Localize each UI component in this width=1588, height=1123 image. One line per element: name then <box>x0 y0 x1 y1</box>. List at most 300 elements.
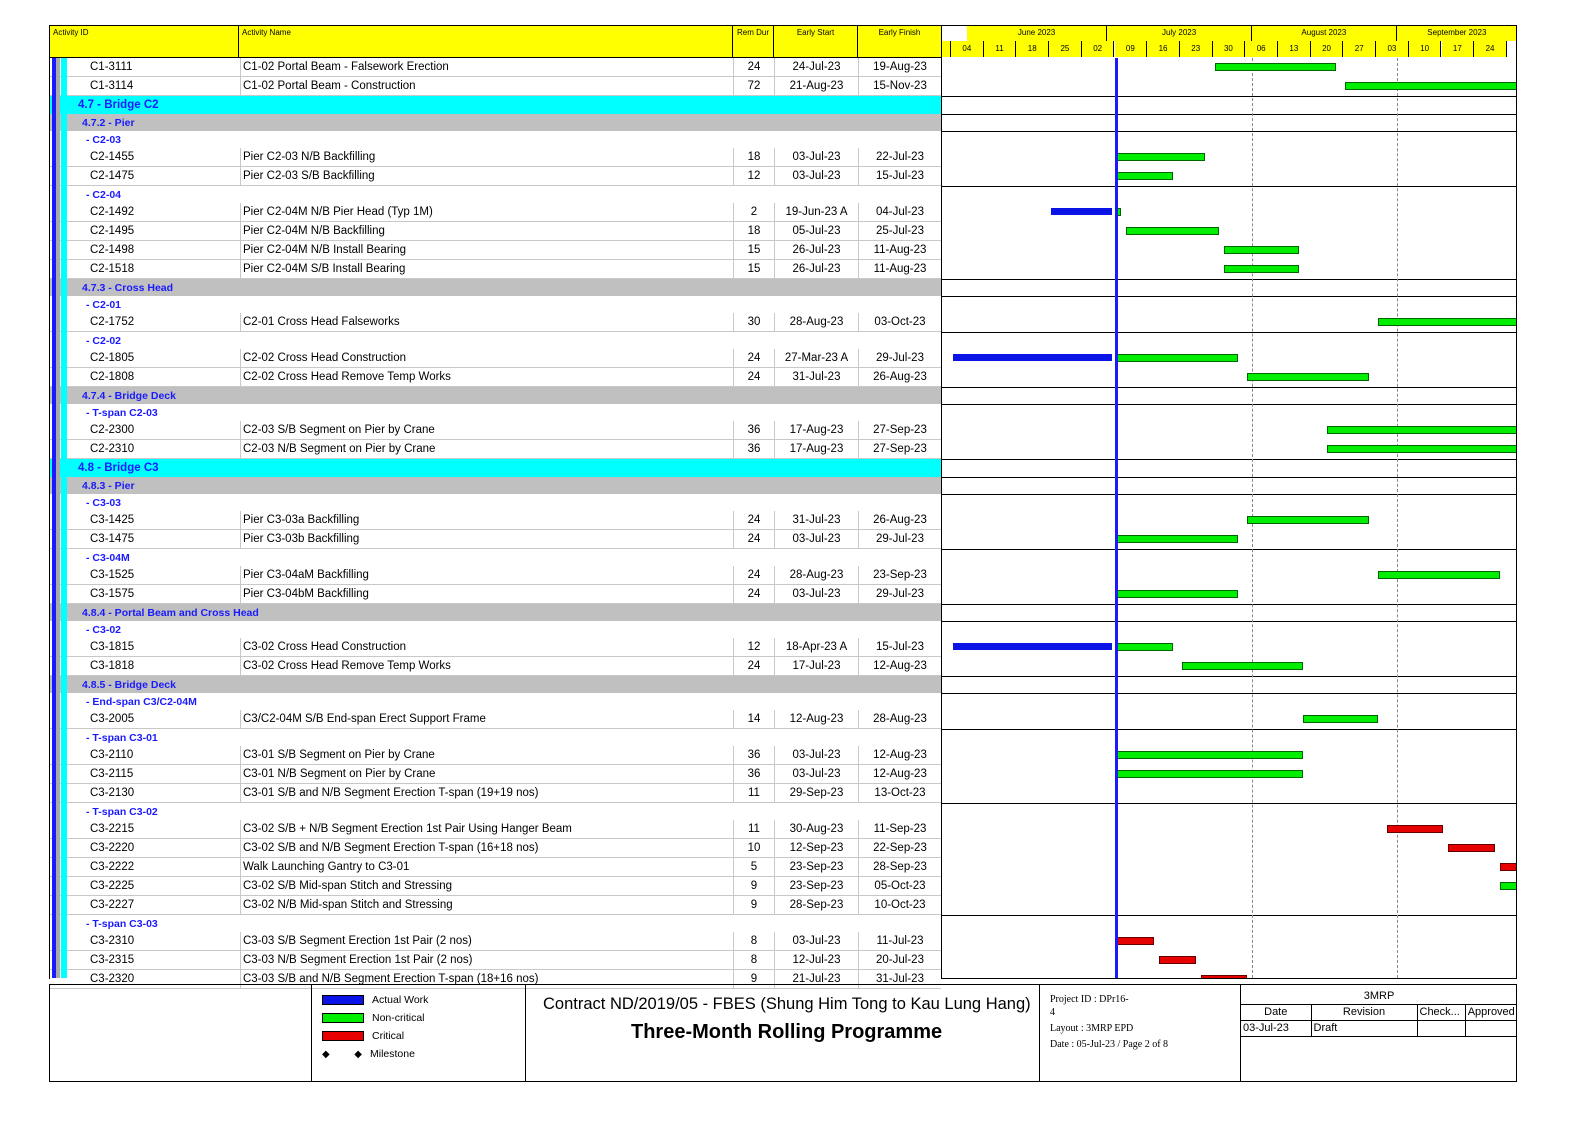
rem-dur: 14 <box>733 710 774 728</box>
wbs-level1-row[interactable] <box>50 96 941 114</box>
early-start: 24-Jul-23 <box>774 58 858 76</box>
activity-id: C3-2220 <box>90 842 135 854</box>
activity-id: C3-2315 <box>90 954 135 966</box>
gantt-group-line <box>942 114 1516 115</box>
col-header-early-start[interactable]: Early Start <box>774 26 858 57</box>
table-row[interactable] <box>50 951 941 970</box>
early-finish: 12-Aug-23 <box>858 657 941 675</box>
table-row[interactable] <box>50 710 941 729</box>
gantt-group-line <box>942 459 1516 460</box>
rem-dur: 9 <box>733 877 774 895</box>
legend-milestone-label: Milestone <box>370 1048 415 1060</box>
activity-id: C3-2215 <box>90 823 135 835</box>
noncritical-bar[interactable] <box>1345 82 1517 90</box>
activity-id: C3-2110 <box>90 749 134 761</box>
early-finish: 11-Jul-23 <box>858 932 941 950</box>
wbs-level3-row[interactable] <box>50 332 941 349</box>
rem-dur: 36 <box>733 421 774 439</box>
early-finish: 29-Jul-23 <box>858 530 941 548</box>
rem-dur: 72 <box>733 77 774 95</box>
activity-id: C3-1475 <box>90 533 135 545</box>
actual-work-bar[interactable] <box>1051 208 1112 215</box>
activity-id: C2-1805 <box>90 352 135 364</box>
critical-bar[interactable] <box>1500 863 1517 871</box>
early-finish: 12-Aug-23 <box>858 765 941 783</box>
activity-name: Pier C2-04M N/B Backfilling <box>240 222 734 240</box>
activity-name: C3-03 N/B Segment Erection 1st Pair (2 nos) <box>240 951 734 969</box>
title-block <box>49 984 1517 1082</box>
diamond-icon: ◆ ◆ <box>322 1048 362 1060</box>
gantt-group-line <box>942 131 1516 132</box>
week-label: 03 <box>1376 41 1409 57</box>
table-row[interactable] <box>50 511 941 530</box>
early-finish: 11-Sep-23 <box>858 820 941 838</box>
noncritical-bar[interactable] <box>1247 373 1368 381</box>
early-finish: 15-Nov-23 <box>858 77 941 95</box>
table-row[interactable] <box>50 585 941 604</box>
activity-id: C3-1575 <box>90 588 135 600</box>
early-finish: 05-Oct-23 <box>858 877 941 895</box>
gantt-chart <box>941 25 1517 979</box>
activity-name: C3-01 N/B Segment on Pier by Crane <box>240 765 734 783</box>
wbs-label: - T-span C2-03 <box>86 406 158 419</box>
table-row[interactable] <box>50 222 941 241</box>
week-label: 11 <box>984 41 1017 57</box>
wbs-level3-row[interactable] <box>50 404 941 421</box>
month-label: July 2023 <box>1107 26 1252 41</box>
noncritical-bar[interactable] <box>1247 516 1368 524</box>
noncritical-bar[interactable] <box>1224 265 1299 273</box>
early-start: 12-Jul-23 <box>774 951 858 969</box>
wbs-level3-row[interactable] <box>50 494 941 511</box>
early-finish: 11-Aug-23 <box>858 241 941 259</box>
early-finish: 27-Sep-23 <box>858 440 941 458</box>
week-label: 30 <box>1213 41 1246 57</box>
activity-name: C3/C2-04M S/B End-span Erect Support Frame <box>240 710 734 728</box>
early-finish: 31-Jul-23 <box>858 970 941 988</box>
rem-dur: 24 <box>733 58 774 76</box>
early-finish: 12-Aug-23 <box>858 746 941 764</box>
table-row[interactable] <box>50 440 941 459</box>
wbs-label: 4.8.5 - Bridge Deck <box>82 678 176 691</box>
table-row[interactable] <box>50 530 941 549</box>
rem-dur: 12 <box>733 167 774 185</box>
early-start: 29-Sep-23 <box>774 784 858 802</box>
rev-header-date: Date <box>1241 1004 1311 1020</box>
wbs-level3-row[interactable] <box>50 803 941 820</box>
rem-dur: 18 <box>733 222 774 240</box>
early-start: 18-Apr-23 A <box>774 638 858 656</box>
early-finish: 15-Jul-23 <box>858 167 941 185</box>
noncritical-bar[interactable] <box>1117 590 1238 598</box>
wbs-label: - C2-03 <box>86 133 122 146</box>
activity-name: Pier C2-03 S/B Backfilling <box>240 167 734 185</box>
rem-dur: 15 <box>733 260 774 278</box>
noncritical-bar[interactable] <box>1327 445 1517 453</box>
wbs-level2-row[interactable] <box>50 114 941 131</box>
week-label: 16 <box>1147 41 1180 57</box>
wbs-level3-row[interactable] <box>50 729 941 746</box>
activity-id: C2-2310 <box>90 443 135 455</box>
week-label: 17 <box>1442 41 1475 57</box>
activity-id: C2-1518 <box>90 263 135 275</box>
activity-name: C3-02 S/B and N/B Segment Erection T-span (16+18 nos) <box>240 839 734 857</box>
early-finish: 22-Sep-23 <box>858 839 941 857</box>
col-header-early-finish[interactable]: Early Finish <box>878 28 921 37</box>
activity-name: C1-02 Portal Beam - Falsework Erection <box>240 58 734 76</box>
gantt-group-line <box>942 387 1516 388</box>
noncritical-bar[interactable] <box>1117 770 1304 778</box>
early-start: 23-Sep-23 <box>774 877 858 895</box>
early-start: 19-Jun-23 A <box>774 203 858 221</box>
early-finish: 20-Jul-23 <box>858 951 941 969</box>
actual-work-bar[interactable] <box>953 354 1112 361</box>
title-block-blank <box>50 985 312 1081</box>
gantt-group-line <box>942 296 1516 297</box>
wbs-label: 4.8.3 - Pier <box>82 479 135 492</box>
gantt-group-line <box>942 693 1516 694</box>
early-start: 17-Aug-23 <box>774 440 858 458</box>
table-row[interactable] <box>50 566 941 585</box>
gantt-group-line <box>942 729 1516 730</box>
early-start: 12-Sep-23 <box>774 839 858 857</box>
activity-name: C2-02 Cross Head Remove Temp Works <box>240 368 734 386</box>
rem-dur: 18 <box>733 148 774 166</box>
activity-name: C2-02 Cross Head Construction <box>240 349 734 367</box>
table-row[interactable] <box>50 167 941 186</box>
activity-id: C2-1492 <box>90 206 135 218</box>
gantt-group-line <box>942 676 1516 677</box>
wbs-level3-row[interactable] <box>50 693 941 710</box>
activity-name: C3-02 Cross Head Remove Temp Works <box>240 657 734 675</box>
activity-name: C3-02 Cross Head Construction <box>240 638 734 656</box>
early-start: 03-Jul-23 <box>774 765 858 783</box>
table-row[interactable] <box>50 657 941 676</box>
wbs-label: - C3-02 <box>86 623 122 636</box>
activity-table <box>49 25 942 985</box>
activity-id: C1-3114 <box>90 80 134 92</box>
contract-title: Contract ND/2019/05 - FBES (Shung Him Tong to Kau Lung Hang) <box>543 995 1031 1013</box>
early-start: 23-Sep-23 <box>774 858 858 876</box>
table-row[interactable] <box>50 58 941 77</box>
noncritical-bar[interactable] <box>1182 662 1303 670</box>
gantt-group-line <box>942 477 1516 478</box>
col-header-activity-id[interactable]: Activity ID <box>50 26 239 57</box>
week-label: 25 <box>1049 41 1082 57</box>
rev-revision: Draft <box>1311 1020 1417 1036</box>
rem-dur: 36 <box>733 746 774 764</box>
wbs-label: - C3-03 <box>86 496 122 509</box>
early-finish: 27-Sep-23 <box>858 421 941 439</box>
activity-name: C1-02 Portal Beam - Construction <box>240 77 734 95</box>
activity-id: C3-2310 <box>90 935 135 947</box>
table-row[interactable] <box>50 896 941 915</box>
critical-bar[interactable] <box>1159 956 1196 964</box>
legend-critical-label: Critical <box>372 1030 405 1042</box>
rem-dur: 9 <box>733 970 774 988</box>
rem-dur: 5 <box>733 858 774 876</box>
activity-id: C3-2130 <box>90 787 135 799</box>
wbs-level3-row[interactable] <box>50 296 941 313</box>
month-gridline <box>1397 58 1398 978</box>
wbs-band-level2 <box>56 58 60 978</box>
early-finish: 04-Jul-23 <box>858 203 941 221</box>
early-start: 28-Aug-23 <box>774 313 858 331</box>
week-label: 02 <box>1082 41 1115 57</box>
activity-name: C3-02 S/B Mid-span Stitch and Stressing <box>240 877 734 895</box>
early-start: 05-Jul-23 <box>774 222 858 240</box>
activity-id: C1-3111 <box>90 61 133 73</box>
week-label: 18 <box>1016 41 1049 57</box>
activity-name: Pier C2-04M N/B Pier Head (Typ 1M) <box>240 203 734 221</box>
legend-actual-label: Actual Work <box>372 994 429 1006</box>
activity-id: C2-1455 <box>90 151 135 163</box>
rev-header-revision: Revision <box>1311 1004 1417 1020</box>
table-row[interactable] <box>50 746 941 765</box>
title-section <box>526 985 1040 1081</box>
noncritical-bar[interactable] <box>1117 172 1173 180</box>
noncritical-bar[interactable] <box>1500 882 1517 890</box>
early-finish: 15-Jul-23 <box>858 638 941 656</box>
wbs-label: - C2-01 <box>86 298 122 311</box>
gantt-group-line <box>942 494 1516 495</box>
activity-name: Pier C2-04M S/B Install Bearing <box>240 260 734 278</box>
early-start: 26-Jul-23 <box>774 260 858 278</box>
col-header-rem-dur[interactable]: Rem Dur <box>733 26 774 57</box>
gantt-group-line <box>942 604 1516 605</box>
early-finish: 28-Aug-23 <box>858 710 941 728</box>
noncritical-bar[interactable] <box>1303 715 1378 723</box>
activity-id: C2-1495 <box>90 225 135 237</box>
early-finish: 26-Aug-23 <box>858 368 941 386</box>
month-label: June 2023 <box>967 26 1107 41</box>
activity-id: C3-1815 <box>90 641 135 653</box>
activity-name: Pier C2-04M N/B Install Bearing <box>240 241 734 259</box>
week-label: 27 <box>1343 41 1376 57</box>
activity-name: Pier C3-04aM Backfilling <box>240 566 734 584</box>
early-start: 21-Aug-23 <box>774 77 858 95</box>
early-start: 03-Jul-23 <box>774 932 858 950</box>
noncritical-bar[interactable] <box>1117 643 1173 651</box>
rem-dur: 36 <box>733 765 774 783</box>
early-start: 03-Jul-23 <box>774 167 858 185</box>
wbs-label: 4.7 - Bridge C2 <box>78 99 159 111</box>
activity-name: Pier C3-03b Backfilling <box>240 530 734 548</box>
wbs-level2-row[interactable] <box>50 279 941 296</box>
early-start: 28-Aug-23 <box>774 566 858 584</box>
gantt-group-line <box>942 404 1516 405</box>
revision-table-title: 3MRP <box>1241 988 1517 1004</box>
table-row[interactable] <box>50 421 941 440</box>
legend-noncritical <box>322 1012 425 1024</box>
table-row[interactable] <box>50 932 941 951</box>
wbs-label: - End-span C3/C2-04M <box>86 695 197 708</box>
table-row[interactable] <box>50 858 941 877</box>
gantt-group-line <box>942 332 1516 333</box>
noncritical-bar[interactable] <box>1117 535 1238 543</box>
week-label: 10 <box>1409 41 1442 57</box>
rem-dur: 24 <box>733 530 774 548</box>
rem-dur: 12 <box>733 638 774 656</box>
legend-critical <box>322 1030 404 1042</box>
activity-id: C2-2300 <box>90 424 135 436</box>
gantt-group-line <box>942 186 1516 187</box>
table-row[interactable] <box>50 77 941 96</box>
legend-actual-swatch <box>322 995 364 1005</box>
actual-work-bar[interactable] <box>953 643 1112 650</box>
table-header <box>50 26 941 58</box>
week-label: 13 <box>1278 41 1311 57</box>
activity-id: C3-2227 <box>90 899 135 911</box>
activity-name: C3-02 S/B + N/B Segment Erection 1st Pair Using Hanger Beam <box>240 820 734 838</box>
legend-noncritical-swatch <box>322 1013 364 1023</box>
wbs-label: 4.7.2 - Pier <box>82 116 135 129</box>
activity-name: Pier C3-03a Backfilling <box>240 511 734 529</box>
activity-id: C3-1818 <box>90 660 135 672</box>
early-finish: 22-Jul-23 <box>858 148 941 166</box>
week-spacer <box>942 41 951 57</box>
noncritical-bar[interactable] <box>1126 227 1219 235</box>
rem-dur: 11 <box>733 784 774 802</box>
wbs-level3-row[interactable] <box>50 549 941 566</box>
data-date-line <box>1115 58 1118 978</box>
table-row[interactable] <box>50 765 941 784</box>
wbs-level3-row[interactable] <box>50 186 941 203</box>
early-start: 30-Aug-23 <box>774 820 858 838</box>
wbs-label: - T-span C3-02 <box>86 805 158 818</box>
legend <box>312 985 526 1081</box>
table-row[interactable] <box>50 820 941 839</box>
week-label: 24 <box>1474 41 1507 57</box>
wbs-label: - C2-02 <box>86 334 122 347</box>
activity-name: Pier C2-03 N/B Backfilling <box>240 148 734 166</box>
wbs-level1-row[interactable] <box>50 459 941 477</box>
rem-dur: 24 <box>733 368 774 386</box>
noncritical-bar[interactable] <box>1378 318 1517 326</box>
early-start: 27-Mar-23 A <box>774 349 858 367</box>
activity-name: C3-03 S/B and N/B Segment Erection T-span (18+16 nos) <box>240 970 734 988</box>
early-finish: 26-Aug-23 <box>858 511 941 529</box>
activity-id: C3-2225 <box>90 880 135 892</box>
rem-dur: 36 <box>733 440 774 458</box>
table-row[interactable] <box>50 784 941 803</box>
activity-id: C3-2115 <box>90 768 134 780</box>
wbs-level2-row[interactable] <box>50 676 941 693</box>
table-row[interactable] <box>50 877 941 896</box>
rem-dur: 24 <box>733 657 774 675</box>
rem-dur: 24 <box>733 566 774 584</box>
layout-name: Layout : 3MRP EPD <box>1050 1023 1134 1034</box>
table-row[interactable] <box>50 349 941 368</box>
wbs-level2-row[interactable] <box>50 387 941 404</box>
week-label: 20 <box>1311 41 1344 57</box>
activity-id: C2-1498 <box>90 244 135 256</box>
early-finish: 03-Oct-23 <box>858 313 941 331</box>
table-row[interactable] <box>50 368 941 387</box>
noncritical-bar[interactable] <box>1327 426 1517 434</box>
noncritical-bar[interactable] <box>1215 63 1336 71</box>
legend-milestone <box>322 1048 415 1060</box>
wbs-label: 4.7.3 - Cross Head <box>82 281 174 294</box>
early-start: 31-Jul-23 <box>774 368 858 386</box>
rem-dur: 8 <box>733 951 774 969</box>
wbs-level2-row[interactable] <box>50 604 941 621</box>
activity-name: C2-01 Cross Head Falseworks <box>240 313 734 331</box>
project-id-cont: 4 <box>1050 1007 1055 1018</box>
critical-bar[interactable] <box>1448 844 1495 852</box>
early-finish: 28-Sep-23 <box>858 858 941 876</box>
project-info <box>1040 985 1241 1081</box>
noncritical-bar[interactable] <box>1117 153 1206 161</box>
rem-dur: 24 <box>733 349 774 367</box>
critical-bar[interactable] <box>1387 825 1443 833</box>
table-row[interactable] <box>50 839 941 858</box>
wbs-level3-row[interactable] <box>50 131 941 148</box>
gantt-group-line <box>942 96 1516 97</box>
table-row[interactable] <box>50 260 941 279</box>
wbs-level2-row[interactable] <box>50 477 941 494</box>
early-finish: 25-Jul-23 <box>858 222 941 240</box>
noncritical-bar[interactable] <box>1117 751 1304 759</box>
activity-id: C3-2005 <box>90 713 135 725</box>
wbs-label: 4.8 - Bridge C3 <box>78 462 159 474</box>
wbs-label: - C3-04M <box>86 551 130 564</box>
week-label: 09 <box>1115 41 1148 57</box>
gantt-group-line <box>942 279 1516 280</box>
wbs-level3-row[interactable] <box>50 915 941 932</box>
noncritical-bar[interactable] <box>1224 246 1299 254</box>
early-finish: 23-Sep-23 <box>858 566 941 584</box>
activity-name: C2-03 N/B Segment on Pier by Crane <box>240 440 734 458</box>
early-finish: 10-Oct-23 <box>858 896 941 914</box>
table-row[interactable] <box>50 313 941 332</box>
table-row[interactable] <box>50 241 941 260</box>
table-row[interactable] <box>50 148 941 167</box>
rem-dur: 9 <box>733 896 774 914</box>
project-id: Project ID : DPr16- <box>1050 994 1129 1005</box>
wbs-level3-row[interactable] <box>50 621 941 638</box>
early-start: 26-Jul-23 <box>774 241 858 259</box>
rem-dur: 10 <box>733 839 774 857</box>
wbs-label: 4.7.4 - Bridge Deck <box>82 389 176 402</box>
early-start: 03-Jul-23 <box>774 148 858 166</box>
legend-critical-swatch <box>322 1031 364 1041</box>
activity-name: C3-01 S/B Segment on Pier by Crane <box>240 746 734 764</box>
early-start: 17-Jul-23 <box>774 657 858 675</box>
legend-actual <box>322 994 428 1006</box>
col-header-activity-name[interactable]: Activity Name <box>239 26 733 57</box>
rev-date: 03-Jul-23 <box>1241 1020 1311 1036</box>
noncritical-bar[interactable] <box>1378 571 1499 579</box>
early-start: 31-Jul-23 <box>774 511 858 529</box>
wbs-label: 4.8.4 - Portal Beam and Cross Head <box>82 606 259 619</box>
rem-dur: 8 <box>733 932 774 950</box>
gantt-group-line <box>942 549 1516 550</box>
table-row[interactable] <box>50 203 941 222</box>
table-row[interactable] <box>50 638 941 657</box>
activity-id: C3-2222 <box>90 861 135 873</box>
activity-name: C3-02 N/B Mid-span Stitch and Stressing <box>240 896 734 914</box>
noncritical-bar[interactable] <box>1117 354 1238 362</box>
critical-bar[interactable] <box>1201 975 1248 979</box>
critical-bar[interactable] <box>1117 937 1154 945</box>
week-label: 04 <box>951 41 984 57</box>
rev-approved <box>1465 1020 1517 1036</box>
activity-id: C3-2320 <box>90 973 135 985</box>
early-finish: 19-Aug-23 <box>858 58 941 76</box>
revision-table <box>1241 988 1517 1037</box>
wbs-label: - T-span C3-03 <box>86 917 158 930</box>
